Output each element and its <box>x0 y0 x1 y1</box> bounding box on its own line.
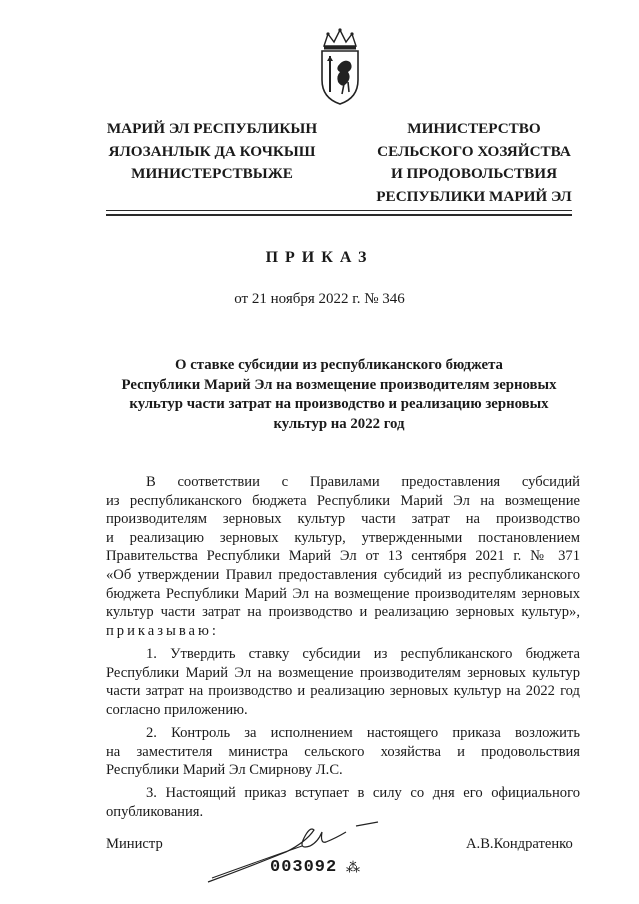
header-line: МАРИЙ ЭЛ РЕСПУБЛИКЫН <box>106 120 318 137</box>
order-date-number: от 21 ноября 2022 г. № 346 <box>234 291 405 307</box>
header-line: МИНИСТЕРСТВО <box>407 120 541 137</box>
body-line-orders: приказываю: <box>106 622 219 639</box>
order-title: ПРИКАЗ <box>265 249 374 266</box>
header-line: ЯЛОЗАНЛЫК ДА КОЧКЫШ <box>108 142 316 160</box>
body-line: 2. Контроль за исполнением настоящего приказа возложить <box>146 724 580 741</box>
body-line: на заместителя министра сельского хозяйства и продовольствия <box>106 743 580 760</box>
header-divider-thick <box>106 214 572 216</box>
header-line: РЕСПУБЛИКИ МАРИЙ ЭЛ <box>376 187 572 205</box>
subject-line: культур части затрат на производство и реализацию зерновых <box>129 396 549 412</box>
order-subject <box>106 356 572 434</box>
body-line: производителям зерновых культур части затрат на производство <box>106 511 580 528</box>
header-line: СЕЛЬСКОГО ХОЗЯЙСТВА <box>377 142 571 160</box>
signatory-role: Министр <box>106 836 163 852</box>
body-line: и реализацию зерновых культур, утвержденными постановлением <box>106 529 580 546</box>
body-line: культур части затрат на производство и реализацию зерновых культур», <box>106 604 580 621</box>
asterism-mark: ⁂ <box>346 861 360 876</box>
body-line: согласно приложению. <box>106 701 248 718</box>
order-body <box>106 473 580 821</box>
subject-line: культур на 2022 год <box>273 415 405 432</box>
header-line: И ПРОДОВОЛЬСТВИЯ <box>390 165 558 182</box>
signatory-name: А.В.Кондратенко <box>466 836 573 852</box>
header-divider-thin <box>106 210 572 211</box>
body-line: «Об утверждении Правил предоставления субсидий из республиканского <box>106 566 580 583</box>
subject-line: Республики Марий Эл на возмещение производителям зерновых <box>121 376 557 393</box>
body-line: 1. Утвердить ставку субсидии из республиканского бюджета <box>146 645 580 662</box>
body-line: Республики Марий Эл Смирнову Л.С. <box>106 762 343 779</box>
body-line: из республиканского бюджета Республики Марий Эл на возмещение <box>106 492 580 509</box>
body-line: части затрат на производство и реализацию зерновых культур на 2022 год <box>106 683 580 700</box>
body-line: Республики Марий Эл на возмещение производителям зерновых культур <box>106 664 580 681</box>
registration-number: 003092 <box>270 858 338 877</box>
body-line: 3. Настоящий приказ вступает в силу со дня его официального <box>146 785 580 802</box>
body-line: В соответствии с Правилами предоставления субсидий <box>146 474 580 490</box>
header-line: МИНИСТЕРСТВЫЖЕ <box>131 165 293 182</box>
body-line: бюджета Республики Марий Эл на возмещение производителям зерновых <box>106 585 580 602</box>
body-line: опубликования. <box>106 803 204 820</box>
subject-line: О ставке субсидии из республиканского бюджета <box>175 357 503 373</box>
ministry-header-russian <box>352 118 596 208</box>
ministry-header-mari <box>92 118 332 186</box>
body-line: Правительства Республики Марий Эл от 13 сентября 2021 г. № 371 <box>106 548 580 565</box>
coat-of-arms-emblem <box>318 28 362 106</box>
